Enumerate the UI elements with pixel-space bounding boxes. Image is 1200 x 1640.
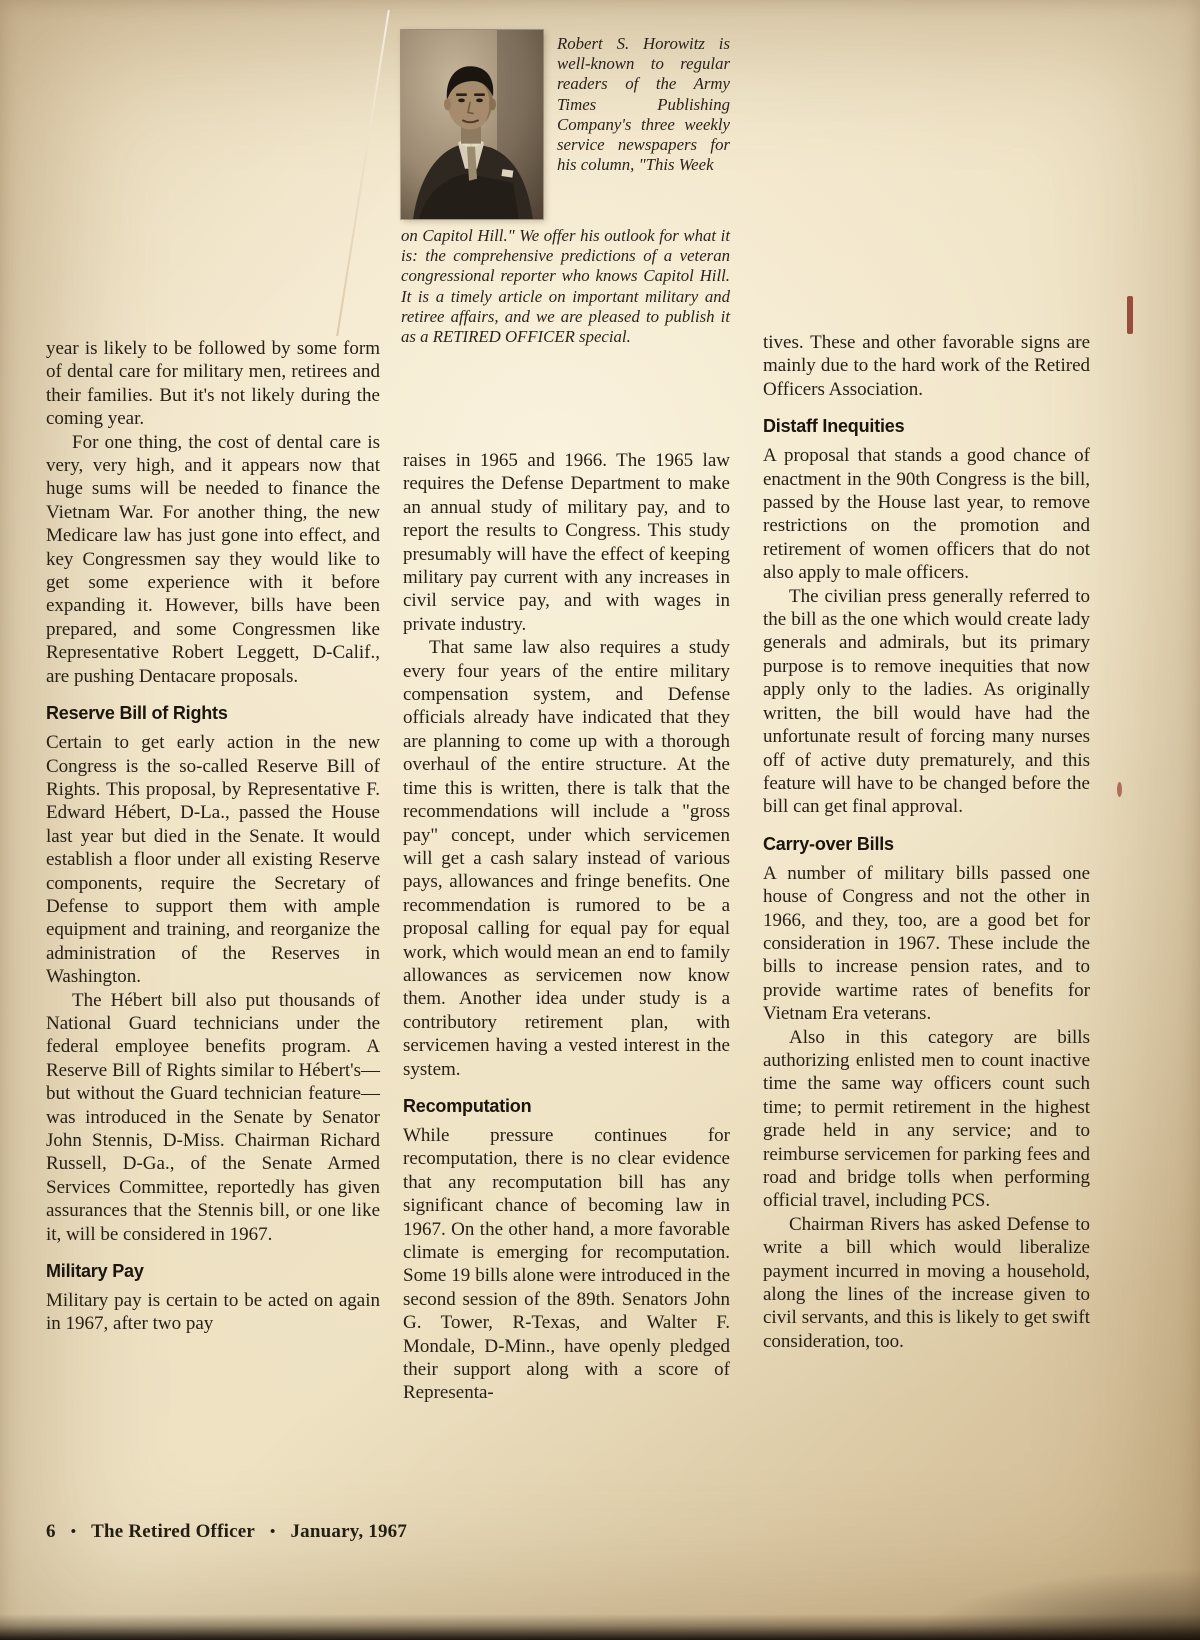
- columnist-photo: [401, 30, 543, 219]
- scan-artifact-red-dot: [1117, 782, 1122, 797]
- body-paragraph: The civilian press generally referred to the bill as the one which would create lady generals and admirals, but its primary purpose is to remove inequities that now apply only to the ladies. As originally written, the bill would have had the unfortunate result of forcing many nurses off of active duty prematurely, and this feature will have to be changed before the bill can get final approval.: [763, 585, 1090, 818]
- body-paragraph: year is likely to be followed by some form of dental care for military men, retirees and their families. But it's not likely during the coming year.: [46, 338, 380, 430]
- body-paragraph: The Hébert bill also put thousands of National Guard technicians under the federal employee benefits program. A Reserve Bill of Rights similar to Hébert's—but without the Guard technician feature—was introduced in the Senate by Senator John Stennis, D-Miss. Chairman Richard Russell, D-Ga., of the Senate Armed Services Committee, reportedly has given assurances that the Stennis bill, or one like it, will be considered in 1967.: [46, 989, 380, 1245]
- body-paragraph: A proposal that stands a good chance of enactment in the 90th Congress is the bill, passed by the House last year, to remove restrictions on the promotion and retirement of women officers that do not also apply to male officers.: [763, 445, 1090, 584]
- magazine-title: The Retired Officer: [91, 1521, 255, 1542]
- section-heading: Distaff Inequities: [763, 416, 905, 437]
- column-right: [763, 331, 1090, 1353]
- body-paragraph: Military pay is certain to be acted on again in 1967, after two pay: [46, 1290, 380, 1335]
- paper-crease: [336, 10, 390, 336]
- body-paragraph: For one thing, the cost of dental care is very, very high, and it appears now that huge sums will be needed to finance the Vietnam War. For another thing, the new Medicare law has just gone into effect, and key Congressmen say they would like to get some experience with it before expanding it. However, bills have been prepared, and some Congressmen like Representative Robert Leggett, D-Calif., are pushing Dentacare proposals.: [46, 431, 380, 687]
- body-paragraph: Chairman Rivers has asked Defense to write a bill which would liberalize payment incurred in moving a household, along the lines of the increase given to civil servants, and this is likely to get swift consideration, too.: [763, 1213, 1090, 1352]
- footer-bullet-icon: •: [70, 1524, 77, 1540]
- photo-caption-beside: Robert S. Horowitz is well-known to regular readers of the Army Times Publishing Company's three weekly service newspapers for his column, "This Week: [557, 34, 730, 175]
- photo-caption-below: on Capitol Hill." We offer his outlook for what it is: the comprehensive predictions of a veteran congressional reporter who knows Capitol Hill. It is a timely article on important military and retiree affairs, and we are pleased to publish it as a RETIRED OFFICER special.: [401, 226, 730, 347]
- page-number: 6: [46, 1521, 56, 1542]
- scan-corner-shadow: [920, 1570, 1200, 1640]
- portrait-photo-illustration: [401, 30, 543, 219]
- body-paragraph: A number of military bills passed one house of Congress and not the other in 1966, and they, too, are a good bet for consideration in 1967. These include the bills to increase pension rates, and to provide wartime rates of benefits for Vietnam Era veterans.: [763, 862, 1090, 1025]
- body-paragraph: tives. These and other favorable signs are mainly due to the hard work of the Retired Officers Association.: [763, 332, 1090, 400]
- section-heading: Reserve Bill of Rights: [46, 703, 228, 724]
- body-paragraph: Certain to get early action in the new Congress is the so-called Reserve Bill of Rights. This proposal, by Representative F. Edward Hébert, D-La., passed the House last year but died in the Senate. It would establish a floor under all existing Reserve components, require the Secretary of Defense to support them with ample equipment and training, and reorganize the administration of the Reserves in Washington.: [46, 732, 380, 988]
- section-heading: Military Pay: [46, 1261, 144, 1282]
- body-paragraph: While pressure continues for recomputation, there is no clear evidence that any recomputation bill has any significant chance of becoming law in 1967. On the other hand, a more favorable climate is emerging for recomputation. Some 19 bills alone were introduced in the second session of the 89th. Senators John G. Tower, R-Texas, and Walter F. Mondale, D-Minn., have openly pledged their support along with a score of Representa-: [403, 1124, 730, 1404]
- section-heading: Recomputation: [403, 1095, 532, 1116]
- body-paragraph: That same law also requires a study every four years of the entire military compensation system, and Defense officials already have indicated that they are planning to come up with a thorough overhaul of the entire structure. At the time this is written, there is talk that the recommendations will include a "gross pay" concept, under which servicemen will get a cash salary instead of various pays, allowances and fringe benefits. One recommendation is rumored to be a proposal calling for equal pay for equal work, which would mean an end to family allowances as servicemen now know them. Another idea under study is a contributory retirement plan, with servicemen having a vested interest in the system.: [403, 637, 730, 1080]
- body-paragraph: Also in this category are bills authorizing enlisted men to count inactive time the same way officers count such time; to permit retirement in the highest grade held in any service; and to reimburse servicemen for parking fees and road and bridge tolls when performing official travel, including PCS.: [763, 1026, 1090, 1212]
- body-paragraph: raises in 1965 and 1966. The 1965 law requires the Defense Department to make an annual study of military pay, and to report the results to Congress. This study presumably will have the effect of keeping military pay current with any increases in civil service pay, and with wages in private industry.: [403, 450, 730, 635]
- column-middle: [403, 449, 730, 1405]
- column-left: [46, 337, 380, 1336]
- section-heading: Carry-over Bills: [763, 833, 894, 854]
- page-footer: [46, 1521, 407, 1543]
- issue-date: January, 1967: [290, 1521, 408, 1542]
- scan-artifact-red-mark: [1127, 296, 1133, 334]
- footer-bullet-icon: •: [270, 1524, 276, 1540]
